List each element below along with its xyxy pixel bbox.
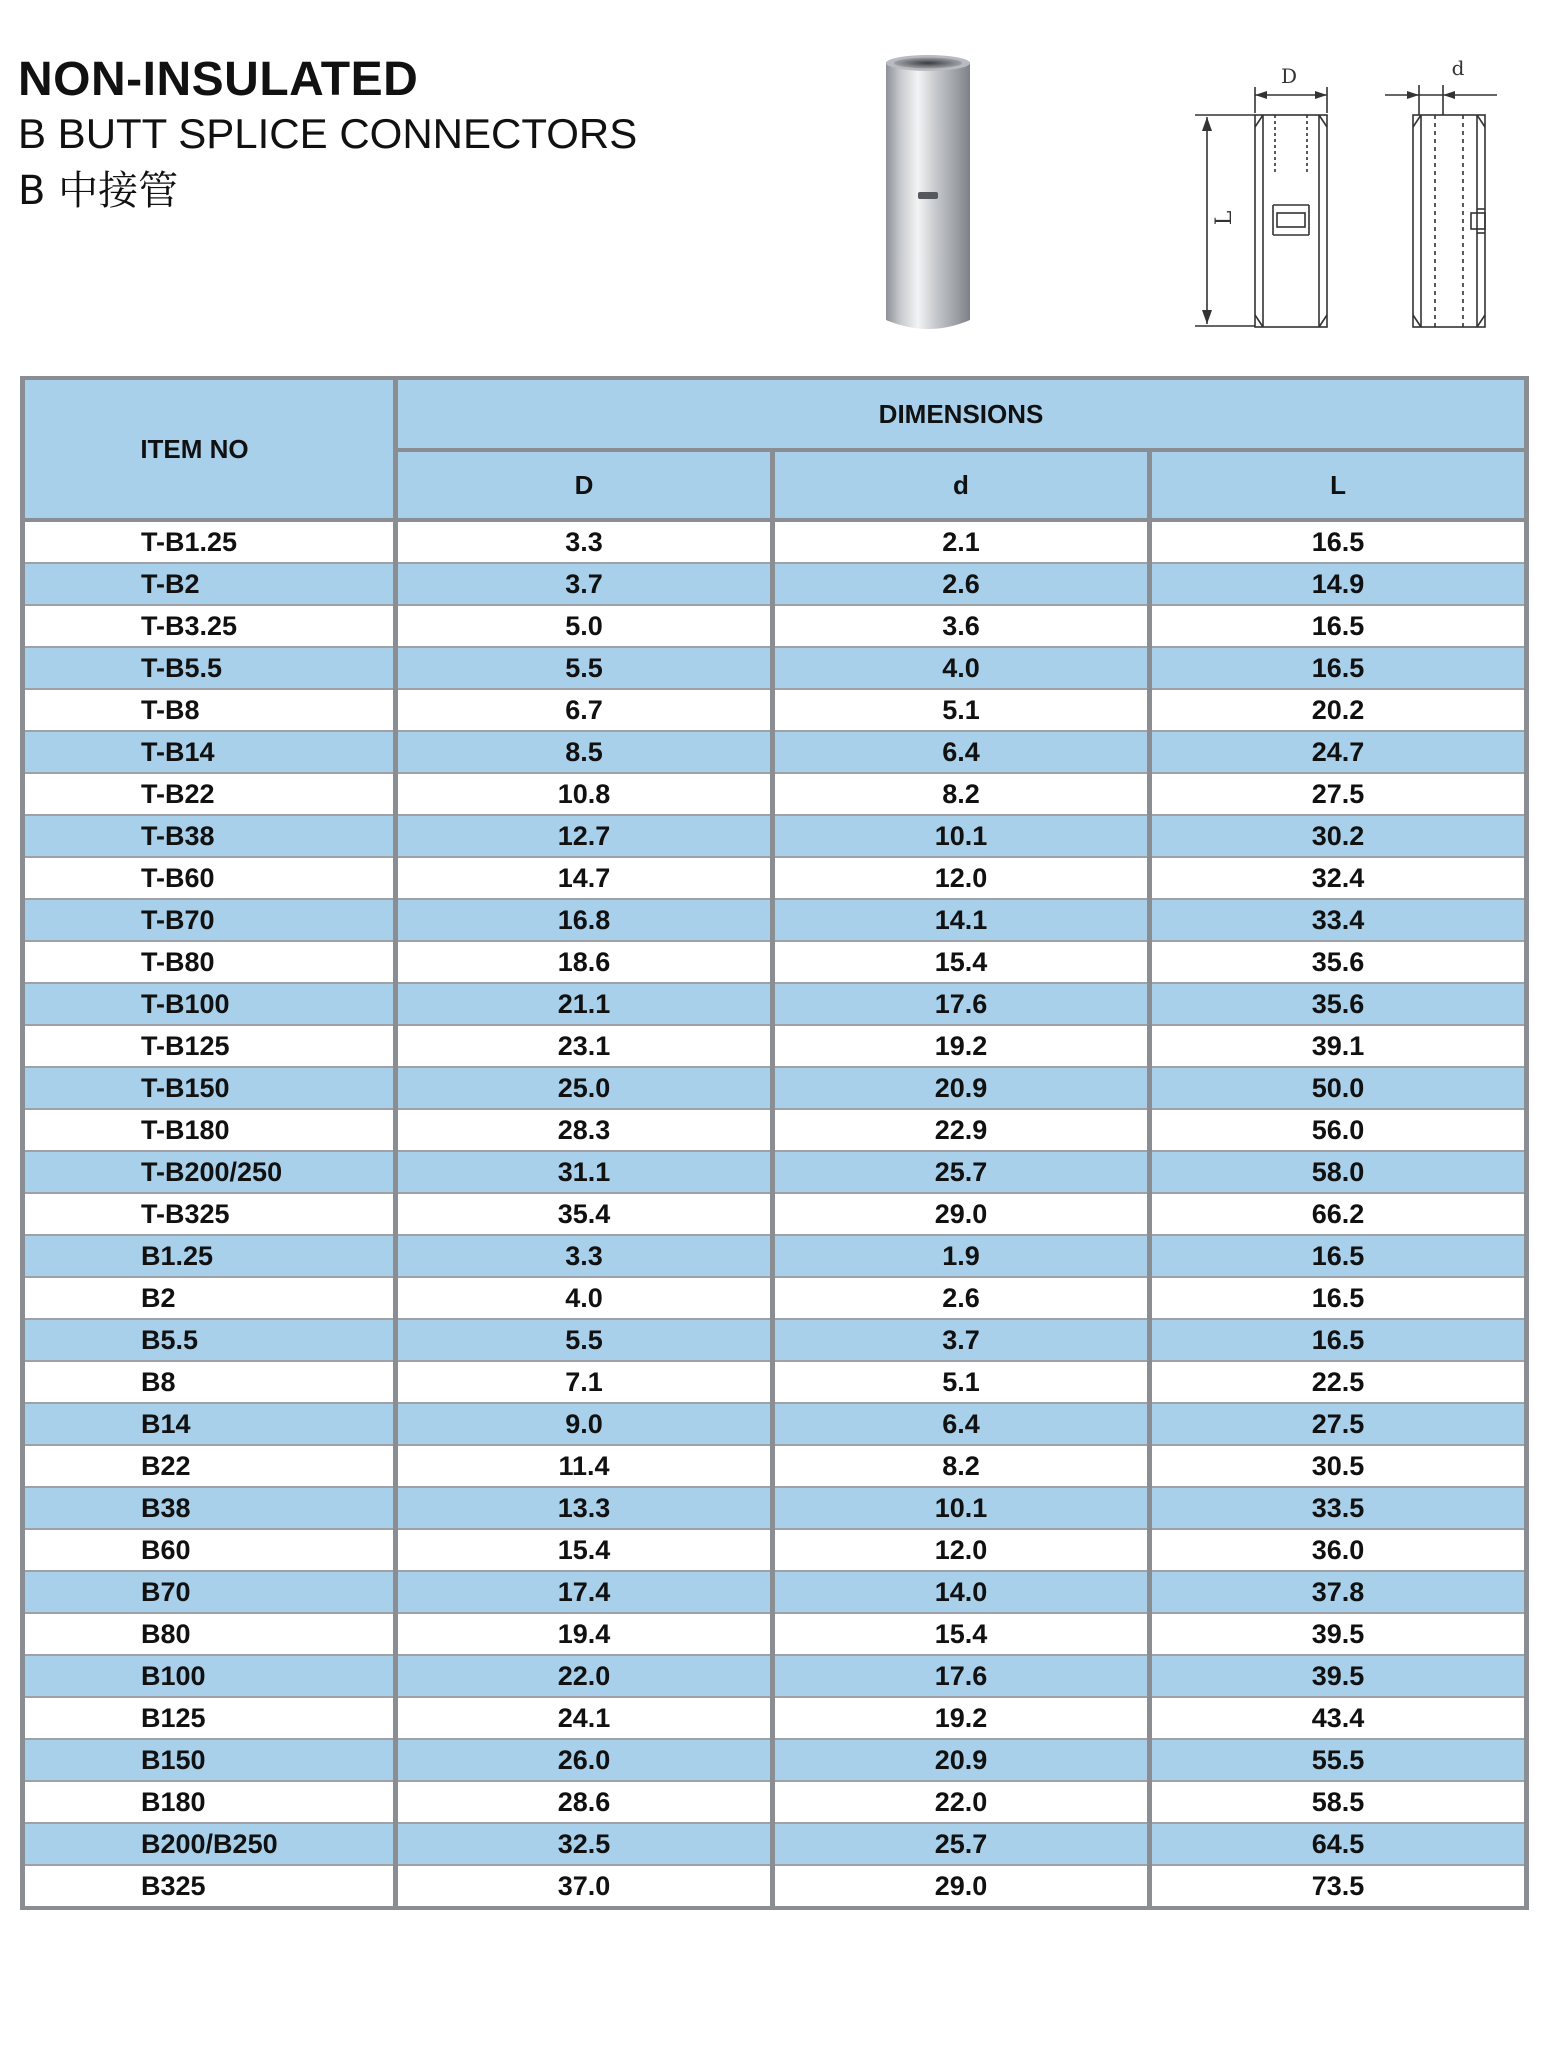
cell-D: 3.7 bbox=[396, 563, 773, 605]
table-row bbox=[23, 1571, 1527, 1613]
table-row bbox=[23, 1109, 1527, 1151]
cell-D: 9.0 bbox=[396, 1403, 773, 1445]
cell-d: 10.1 bbox=[773, 815, 1150, 857]
cell-d: 2.1 bbox=[773, 520, 1150, 563]
cell-item-no: T-B70 bbox=[23, 899, 396, 941]
cell-d: 2.6 bbox=[773, 563, 1150, 605]
cell-L: 37.8 bbox=[1150, 1571, 1527, 1613]
cell-item-no: T-B60 bbox=[23, 857, 396, 899]
dimension-diagram bbox=[1185, 55, 1525, 335]
cell-item-no: B80 bbox=[23, 1613, 396, 1655]
header-dimensions: DIMENSIONS bbox=[396, 378, 1527, 450]
header-L: L bbox=[1150, 450, 1527, 520]
cell-D: 13.3 bbox=[396, 1487, 773, 1529]
cell-L: 14.9 bbox=[1150, 563, 1527, 605]
cell-item-no: T-B22 bbox=[23, 773, 396, 815]
cell-d: 3.7 bbox=[773, 1319, 1150, 1361]
cell-D: 28.6 bbox=[396, 1781, 773, 1823]
table-row bbox=[23, 983, 1527, 1025]
cell-D: 16.8 bbox=[396, 899, 773, 941]
table-row bbox=[23, 1025, 1527, 1067]
table-row bbox=[23, 689, 1527, 731]
cell-D: 26.0 bbox=[396, 1739, 773, 1781]
cell-L: 16.5 bbox=[1150, 520, 1527, 563]
cell-L: 58.0 bbox=[1150, 1151, 1527, 1193]
cell-d: 17.6 bbox=[773, 1655, 1150, 1697]
cell-D: 28.3 bbox=[396, 1109, 773, 1151]
page-subtitle: B BUTT SPLICE CONNECTORS bbox=[18, 110, 638, 157]
cell-L: 50.0 bbox=[1150, 1067, 1527, 1109]
cell-d: 14.0 bbox=[773, 1571, 1150, 1613]
cell-L: 16.5 bbox=[1150, 1277, 1527, 1319]
cell-D: 7.1 bbox=[396, 1361, 773, 1403]
cell-L: 27.5 bbox=[1150, 1403, 1527, 1445]
table-row bbox=[23, 563, 1527, 605]
title-block bbox=[18, 52, 637, 218]
diagram-label-d: d bbox=[1451, 56, 1465, 80]
table-row bbox=[23, 520, 1527, 563]
table-row bbox=[23, 1697, 1527, 1739]
cell-d: 8.2 bbox=[773, 1445, 1150, 1487]
cell-d: 6.4 bbox=[773, 1403, 1150, 1445]
cell-d: 20.9 bbox=[773, 1739, 1150, 1781]
cell-item-no: T-B200/250 bbox=[23, 1151, 396, 1193]
cell-L: 27.5 bbox=[1150, 773, 1527, 815]
cell-L: 39.1 bbox=[1150, 1025, 1527, 1067]
table-row bbox=[23, 647, 1527, 689]
cell-L: 32.4 bbox=[1150, 857, 1527, 899]
cell-item-no: B200/B250 bbox=[23, 1823, 396, 1865]
cell-D: 25.0 bbox=[396, 1067, 773, 1109]
cell-item-no: T-B14 bbox=[23, 731, 396, 773]
cell-L: 24.7 bbox=[1150, 731, 1527, 773]
page-chinese-title: B 中接管 bbox=[18, 168, 179, 214]
cell-D: 19.4 bbox=[396, 1613, 773, 1655]
cell-item-no: T-B150 bbox=[23, 1067, 396, 1109]
table-row bbox=[23, 1235, 1527, 1277]
cell-d: 5.1 bbox=[773, 689, 1150, 731]
cell-d: 29.0 bbox=[773, 1865, 1150, 1908]
cell-d: 19.2 bbox=[773, 1025, 1150, 1067]
cell-d: 6.4 bbox=[773, 731, 1150, 773]
cell-D: 10.8 bbox=[396, 773, 773, 815]
table-row bbox=[23, 1865, 1527, 1908]
cell-item-no: T-B5.5 bbox=[23, 647, 396, 689]
header-item-no: ITEM NO bbox=[23, 378, 396, 520]
cell-item-no: B325 bbox=[23, 1865, 396, 1908]
cell-d: 10.1 bbox=[773, 1487, 1150, 1529]
cell-d: 3.6 bbox=[773, 605, 1150, 647]
cell-L: 16.5 bbox=[1150, 1235, 1527, 1277]
table-row bbox=[23, 1277, 1527, 1319]
table-row bbox=[23, 731, 1527, 773]
cell-item-no: T-B125 bbox=[23, 1025, 396, 1067]
cell-d: 17.6 bbox=[773, 983, 1150, 1025]
table-row bbox=[23, 1361, 1527, 1403]
table-row bbox=[23, 1151, 1527, 1193]
cell-D: 35.4 bbox=[396, 1193, 773, 1235]
table-row bbox=[23, 1403, 1527, 1445]
cell-item-no: B1.25 bbox=[23, 1235, 396, 1277]
table-row bbox=[23, 815, 1527, 857]
cell-D: 11.4 bbox=[396, 1445, 773, 1487]
table-row bbox=[23, 1319, 1527, 1361]
cell-L: 36.0 bbox=[1150, 1529, 1527, 1571]
table-row bbox=[23, 1445, 1527, 1487]
cell-L: 64.5 bbox=[1150, 1823, 1527, 1865]
cell-D: 8.5 bbox=[396, 731, 773, 773]
cell-D: 32.5 bbox=[396, 1823, 773, 1865]
cell-d: 4.0 bbox=[773, 647, 1150, 689]
table-row bbox=[23, 1487, 1527, 1529]
cell-L: 33.4 bbox=[1150, 899, 1527, 941]
cell-d: 12.0 bbox=[773, 1529, 1150, 1571]
table-row bbox=[23, 1193, 1527, 1235]
table-row bbox=[23, 1655, 1527, 1697]
cell-item-no: T-B1.25 bbox=[23, 520, 396, 563]
cell-item-no: T-B325 bbox=[23, 1193, 396, 1235]
cell-item-no: T-B38 bbox=[23, 815, 396, 857]
cell-D: 24.1 bbox=[396, 1697, 773, 1739]
header-D: D bbox=[396, 450, 773, 520]
table-row bbox=[23, 1823, 1527, 1865]
table-row bbox=[23, 1529, 1527, 1571]
cell-d: 19.2 bbox=[773, 1697, 1150, 1739]
cell-L: 20.2 bbox=[1150, 689, 1527, 731]
diagram-label-L: L bbox=[1212, 210, 1237, 226]
cell-d: 25.7 bbox=[773, 1823, 1150, 1865]
cell-L: 35.6 bbox=[1150, 983, 1527, 1025]
cell-item-no: T-B180 bbox=[23, 1109, 396, 1151]
page-title: NON-INSULATED bbox=[18, 53, 419, 106]
cell-L: 55.5 bbox=[1150, 1739, 1527, 1781]
cell-d: 12.0 bbox=[773, 857, 1150, 899]
cell-d: 22.9 bbox=[773, 1109, 1150, 1151]
table-row bbox=[23, 899, 1527, 941]
cell-item-no: B2 bbox=[23, 1277, 396, 1319]
cell-D: 31.1 bbox=[396, 1151, 773, 1193]
cell-L: 39.5 bbox=[1150, 1613, 1527, 1655]
header-d: d bbox=[773, 450, 1150, 520]
table-row bbox=[23, 941, 1527, 983]
cell-L: 73.5 bbox=[1150, 1865, 1527, 1908]
diagram-label-D: D bbox=[1280, 64, 1298, 88]
cell-L: 58.5 bbox=[1150, 1781, 1527, 1823]
table-row bbox=[23, 773, 1527, 815]
cell-d: 2.6 bbox=[773, 1277, 1150, 1319]
cell-item-no: T-B2 bbox=[23, 563, 396, 605]
cell-d: 5.1 bbox=[773, 1361, 1150, 1403]
cell-D: 37.0 bbox=[396, 1865, 773, 1908]
cell-D: 3.3 bbox=[396, 1235, 773, 1277]
cell-L: 43.4 bbox=[1150, 1697, 1527, 1739]
cell-L: 39.5 bbox=[1150, 1655, 1527, 1697]
product-photo bbox=[878, 52, 978, 334]
cell-L: 30.5 bbox=[1150, 1445, 1527, 1487]
specification-table bbox=[20, 376, 1529, 1910]
cell-L: 22.5 bbox=[1150, 1361, 1527, 1403]
cell-L: 56.0 bbox=[1150, 1109, 1527, 1151]
cell-item-no: T-B8 bbox=[23, 689, 396, 731]
cell-d: 14.1 bbox=[773, 899, 1150, 941]
cell-D: 12.7 bbox=[396, 815, 773, 857]
cell-item-no: B38 bbox=[23, 1487, 396, 1529]
cell-L: 16.5 bbox=[1150, 647, 1527, 689]
cell-item-no: B8 bbox=[23, 1361, 396, 1403]
table-row bbox=[23, 857, 1527, 899]
cell-item-no: B60 bbox=[23, 1529, 396, 1571]
cell-item-no: B22 bbox=[23, 1445, 396, 1487]
cell-d: 22.0 bbox=[773, 1781, 1150, 1823]
cell-D: 18.6 bbox=[396, 941, 773, 983]
cell-item-no: B100 bbox=[23, 1655, 396, 1697]
cell-L: 16.5 bbox=[1150, 605, 1527, 647]
cell-d: 1.9 bbox=[773, 1235, 1150, 1277]
cell-L: 66.2 bbox=[1150, 1193, 1527, 1235]
cell-L: 30.2 bbox=[1150, 815, 1527, 857]
cell-D: 4.0 bbox=[396, 1277, 773, 1319]
cell-item-no: B14 bbox=[23, 1403, 396, 1445]
cell-item-no: B180 bbox=[23, 1781, 396, 1823]
cell-item-no: T-B80 bbox=[23, 941, 396, 983]
cell-d: 29.0 bbox=[773, 1193, 1150, 1235]
cell-item-no: B150 bbox=[23, 1739, 396, 1781]
cell-L: 16.5 bbox=[1150, 1319, 1527, 1361]
cell-D: 17.4 bbox=[396, 1571, 773, 1613]
cell-D: 6.7 bbox=[396, 689, 773, 731]
cell-D: 14.7 bbox=[396, 857, 773, 899]
cell-D: 5.0 bbox=[396, 605, 773, 647]
cell-D: 3.3 bbox=[396, 520, 773, 563]
cell-D: 5.5 bbox=[396, 647, 773, 689]
table-row bbox=[23, 1781, 1527, 1823]
cell-item-no: B5.5 bbox=[23, 1319, 396, 1361]
table-row bbox=[23, 605, 1527, 647]
cell-D: 23.1 bbox=[396, 1025, 773, 1067]
cell-d: 20.9 bbox=[773, 1067, 1150, 1109]
cell-L: 35.6 bbox=[1150, 941, 1527, 983]
cell-item-no: B70 bbox=[23, 1571, 396, 1613]
cell-d: 8.2 bbox=[773, 773, 1150, 815]
cell-item-no: T-B100 bbox=[23, 983, 396, 1025]
cell-d: 25.7 bbox=[773, 1151, 1150, 1193]
cell-D: 15.4 bbox=[396, 1529, 773, 1571]
cell-item-no: B125 bbox=[23, 1697, 396, 1739]
cell-item-no: T-B3.25 bbox=[23, 605, 396, 647]
cell-L: 33.5 bbox=[1150, 1487, 1527, 1529]
table-row bbox=[23, 1739, 1527, 1781]
cell-D: 22.0 bbox=[396, 1655, 773, 1697]
cell-d: 15.4 bbox=[773, 941, 1150, 983]
cell-d: 15.4 bbox=[773, 1613, 1150, 1655]
table-row bbox=[23, 1613, 1527, 1655]
cell-D: 21.1 bbox=[396, 983, 773, 1025]
cell-D: 5.5 bbox=[396, 1319, 773, 1361]
table-row bbox=[23, 1067, 1527, 1109]
